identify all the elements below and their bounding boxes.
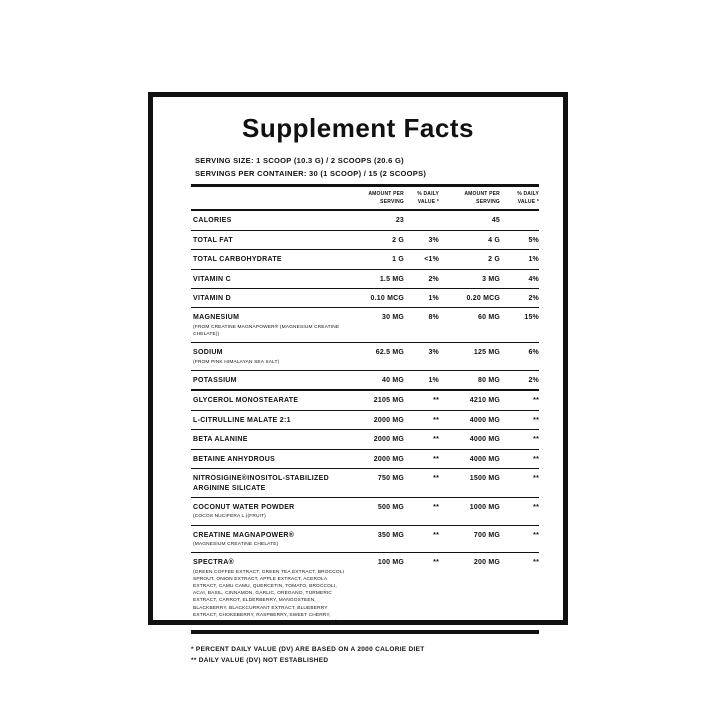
daily-value-1: ** [433, 475, 439, 483]
ingredient-name: NITROSIGINE®INOSITOL-STABILIZED ARGININE SILICATE [193, 475, 329, 492]
ingredient-cell [191, 474, 349, 493]
amount-per-serving-2: 125 MG [473, 349, 500, 357]
ingredient-cell [191, 216, 349, 225]
column-header-amount-2: AMOUNT PER SERVING [464, 191, 500, 205]
amount-per-serving-1: 2 G [392, 236, 404, 244]
amount-per-serving-1: 500 MG [377, 503, 404, 511]
table-row [191, 552, 539, 630]
daily-value-2: ** [533, 455, 539, 463]
daily-value-2: 15% [524, 314, 539, 322]
amount-per-serving-2: 4210 MG [469, 397, 500, 405]
daily-value-2: ** [533, 397, 539, 405]
amount-per-serving-1: 0.10 MCG [370, 295, 404, 302]
column-header-amount-1: AMOUNT PER SERVING [368, 191, 404, 205]
ingredient-name: L-CITRULLINE MALATE 2:1 [193, 416, 291, 424]
ingredient-source: (GREEN COFFEE EXTRACT, GREEN TEA EXTRACT, BROCCOLI SPROUT, ONION EXTRACT, APPLE EXTRACT, ACEROLA EXTRACT, CAMU CAMU, QUERCETIN, TOMATO, BROCCOLI, ACAI, BASIL, CINNAMON, GARLIC, OREGANO, TURMERIC EXTRACT, CARROT, ELDERBERRY, MANGOSTEEN, BLACKBERRY, BLACKCURRANT EXTRACT, BLUEBERRY EXTRACT, CHOKEBERRY, RASPBERRY, SWEET CHERRY, SPINACH, KALE, BILBERRY EXTRACT, BRUSSELS SPROUT) [193, 569, 345, 625]
ingredient-source: (COCOS NUCIFERA L.)(FRUIT) [193, 514, 266, 520]
daily-value-2: 5% [528, 236, 539, 244]
ingredient-cell [191, 275, 349, 284]
amount-per-serving-1: 2000 MG [373, 416, 404, 424]
amount-per-serving-1: 1.5 MG [379, 275, 404, 283]
ingredient-cell [191, 376, 349, 385]
ingredient-cell [191, 558, 349, 626]
table-row [191, 497, 539, 525]
daily-value-1: ** [433, 531, 439, 539]
table-row [191, 307, 539, 342]
amount-per-serving-2: 1500 MG [469, 475, 500, 483]
amount-per-serving-2: 4000 MG [469, 436, 500, 444]
ingredient-cell [191, 531, 349, 549]
ingredient-cell [191, 236, 349, 245]
column-header-dv-2: % DAILY VALUE * [517, 191, 539, 205]
ingredient-cell [191, 503, 349, 521]
ingredient-name: SODIUM [193, 349, 223, 357]
amount-per-serving-1: 62.5 MG [375, 349, 404, 357]
amount-per-serving-1: 100 MG [377, 559, 404, 567]
daily-value-1: ** [433, 503, 439, 511]
amount-per-serving-1: 23 [395, 217, 404, 225]
ingredient-cell [191, 255, 349, 264]
daily-value-1: 3% [428, 349, 439, 357]
footnote-daily-value: * PERCENT DAILY VALUE (DV) ARE BASED ON A 2000 CALORIE DIET [191, 646, 425, 654]
ingredient-cell [191, 294, 349, 303]
facts-table [191, 184, 539, 634]
amount-per-serving-1: 40 MG [381, 376, 404, 384]
daily-value-2: 1% [528, 256, 539, 264]
amount-per-serving-2: 60 MG [477, 314, 500, 322]
supplement-facts-label [148, 92, 568, 665]
ingredient-name: CREATINE MAGNAPOWER® [193, 531, 295, 539]
ingredient-source: (FROM PINK HIMALAYAN SEA SALT) [193, 359, 280, 365]
ingredient-cell [191, 455, 349, 464]
daily-value-1: 3% [428, 236, 439, 244]
daily-value-2: 2% [528, 376, 539, 384]
amount-per-serving-2: 4000 MG [469, 416, 500, 424]
daily-value-1: 1% [428, 295, 439, 302]
footnotes [191, 644, 537, 666]
daily-value-1: <1% [424, 256, 439, 264]
daily-value-2: 6% [528, 349, 539, 357]
ingredient-cell [191, 313, 349, 338]
amount-per-serving-1: 1 G [392, 256, 404, 264]
daily-value-1: 8% [428, 314, 439, 322]
amount-per-serving-1: 2000 MG [373, 455, 404, 463]
table-row [191, 288, 539, 307]
table-row [191, 410, 539, 429]
table-row [191, 429, 539, 448]
amount-per-serving-1: 350 MG [377, 531, 404, 539]
page-title: Supplement Facts [242, 113, 474, 143]
amount-per-serving-1: 2105 MG [373, 397, 404, 405]
column-header-dv-1: % DAILY VALUE * [417, 191, 439, 205]
table-row [191, 389, 539, 409]
daily-value-2: 2% [528, 295, 539, 302]
serving-size-text: SERVING SIZE: 1 SCOOP (10.3 G) / 2 SCOOPS (20.6 G) [195, 156, 404, 165]
amount-per-serving-2: 3 MG [482, 275, 500, 283]
servings-per-container-text: SERVINGS PER CONTAINER: 30 (1 SCOOP) / 15 (2 SCOOPS) [195, 169, 427, 179]
amount-per-serving-2: 45 [491, 217, 500, 225]
amount-per-serving-2: 700 MG [473, 531, 500, 539]
table-row [191, 525, 539, 553]
daily-value-1: 1% [428, 376, 439, 384]
daily-value-2: ** [533, 531, 539, 539]
column-header-row [191, 187, 539, 211]
table-body [191, 211, 539, 630]
amount-per-serving-2: 80 MG [477, 376, 500, 384]
table-row [191, 211, 539, 229]
daily-value-2: ** [533, 436, 539, 444]
amount-per-serving-2: 1000 MG [469, 503, 500, 511]
ingredient-name: BETA ALANINE [193, 436, 248, 444]
ingredient-name: TOTAL FAT [193, 236, 233, 244]
daily-value-2: 4% [528, 275, 539, 283]
ingredient-name: CALORIES [193, 217, 232, 225]
ingredient-source: (MAGNESIUM CREATINE CHELATE) [193, 542, 279, 547]
ingredient-cell [191, 435, 349, 444]
table-row [191, 370, 539, 389]
daily-value-1: ** [433, 455, 439, 463]
daily-value-1: ** [433, 416, 439, 424]
table-row [191, 230, 539, 249]
ingredient-name: SPECTRA® [193, 559, 235, 567]
ingredient-name: COCONUT WATER POWDER [193, 503, 295, 511]
amount-per-serving-1: 750 MG [377, 475, 404, 483]
ingredient-cell [191, 396, 349, 405]
amount-per-serving-2: 0.20 MCG [466, 295, 500, 302]
amount-per-serving-1: 2000 MG [373, 436, 404, 444]
amount-per-serving-1: 30 MG [381, 314, 404, 322]
amount-per-serving-2: 200 MG [473, 559, 500, 567]
daily-value-1: ** [433, 559, 439, 567]
amount-per-serving-2: 4 G [488, 236, 500, 244]
daily-value-1: 2% [428, 275, 439, 283]
footnote-not-established: ** DAILY VALUE (DV) NOT ESTABLISHED [191, 657, 329, 665]
daily-value-2: ** [533, 475, 539, 483]
daily-value-1: ** [433, 397, 439, 405]
ingredient-cell [191, 348, 349, 366]
ingredient-name: VITAMIN D [193, 295, 231, 302]
serving-info [195, 154, 537, 180]
daily-value-2: ** [533, 416, 539, 424]
amount-per-serving-2: 4000 MG [469, 455, 500, 463]
daily-value-2: ** [533, 559, 539, 567]
table-row [191, 342, 539, 370]
amount-per-serving-2: 2 G [488, 256, 500, 264]
table-row [191, 269, 539, 288]
ingredient-name: GLYCEROL MONOSTEARATE [193, 397, 299, 405]
ingredient-source: (FROM CREATINE MAGNAPOWER® (MAGNESIUM CREATINE CHELATE)) [193, 324, 340, 338]
table-row [191, 449, 539, 468]
ingredient-name: BETAINE ANHYDROUS [193, 455, 276, 463]
table-row [191, 468, 539, 497]
table-row [191, 249, 539, 268]
ingredient-name: MAGNESIUM [193, 314, 240, 322]
daily-value-1: ** [433, 436, 439, 444]
ingredient-name: VITAMIN C [193, 275, 231, 283]
ingredient-cell [191, 416, 349, 425]
ingredient-name: TOTAL CARBOHYDRATE [193, 256, 282, 264]
daily-value-2: ** [533, 503, 539, 511]
ingredient-name: POTASSIUM [193, 376, 237, 384]
